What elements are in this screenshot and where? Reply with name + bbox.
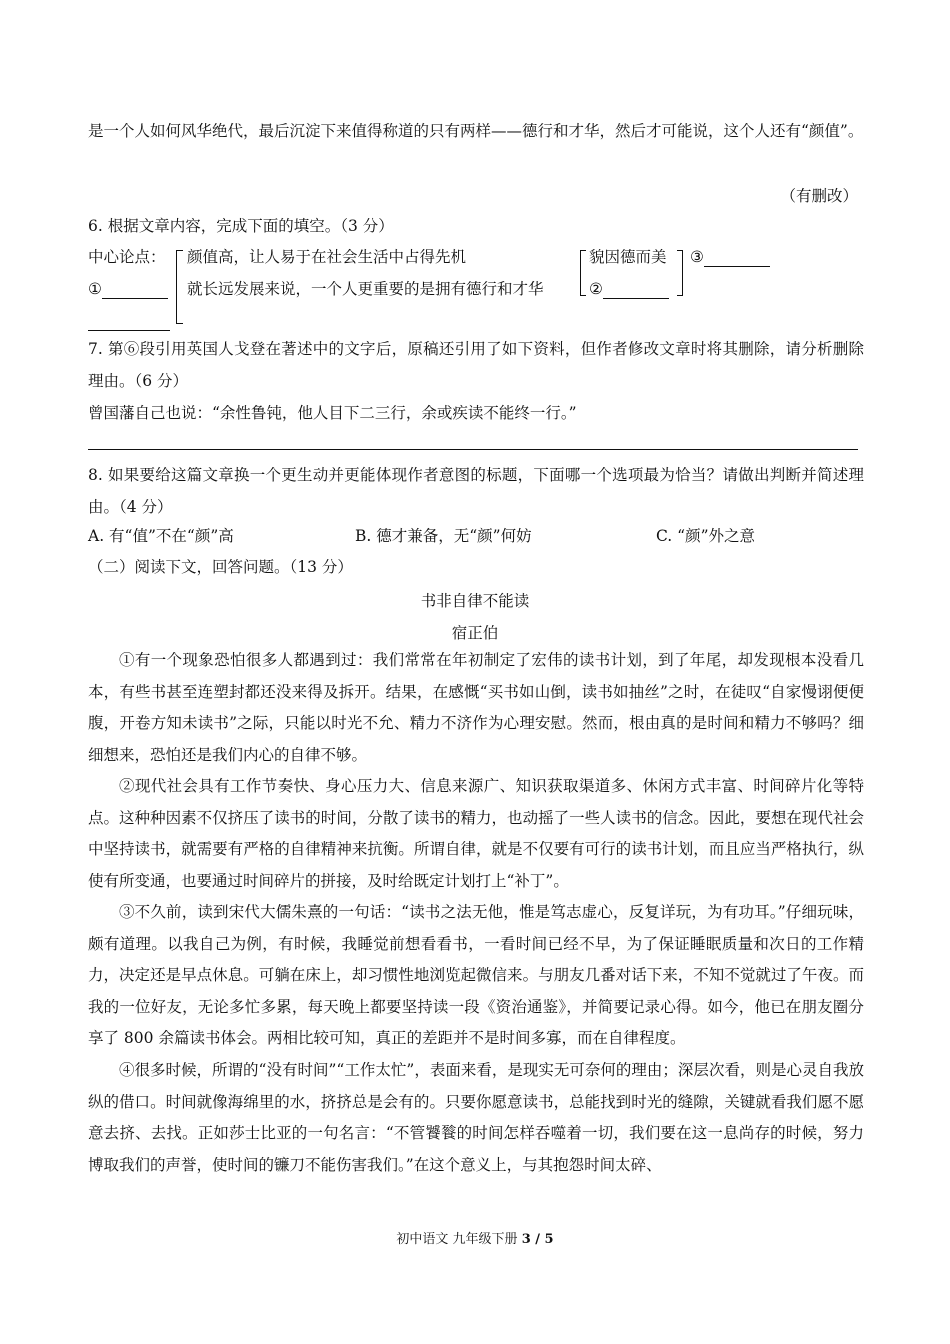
source-note: （有删改） (780, 187, 858, 205)
q6-sub1: 貌因德而美 (589, 248, 667, 266)
page-footer (0, 1228, 950, 1247)
q6-brace-right (677, 250, 683, 296)
intro-paragraph: 是一个人如何风华绝代，最后沉淀下来值得称道的只有两样——德行和才华，然后才可能说，这个人还有“颜值”。 (88, 122, 864, 140)
q6-center-label: 中心论点： (88, 248, 166, 266)
page-number: 3 / 5 (521, 1232, 554, 1247)
q7-answer-line[interactable] (88, 449, 858, 450)
article-title: 书非自律不能读 (420, 592, 530, 610)
article-paragraph-2: ②现代社会具有工作节奏快、身心压力大、信息来源广、知识获取渠道多、休闲方式丰富、时间碎片化等特点。这种种因素不仅挤压了读书的时间，分散了读书的精力，也动摇了一些人读书的信念。因此，要想在现代社会中坚持读书，就需要有严格的自律精神来抗衡。所谓自律，就是不仅要有可行的读书计划，而且应当严格执行，纵使有所变通，也要通过时间碎片的拼接，及时给既定计划打上“补丁”。 (88, 777, 864, 890)
article-author: 宿正伯 (451, 624, 499, 642)
q6-blank2[interactable] (589, 279, 669, 299)
article-paragraph-4: ④很多时候，所谓的“没有时间”“工作太忙”，表面来看，是现实无可奈何的理由；深层次看，则是心灵自我放纵的借口。时间就像海绵里的水，挤挤总是会有的。只要你愿意读书，总能找到时光的缝隙，关键就看我们愿不愿意去挤、去找。正如莎士比亚的一句名言：“不管饕餮的时间怎样吞噬着一切，我们要在这一息尚存的时候，努力博取我们的声誉，使时间的镰刀不能伤害我们。”在这个意义上，与其抱怨时间太碎、 (88, 1061, 864, 1174)
q7-prompt: 7. 第⑥段引用英国人戈登在著述中的文字后，原稿还引用了如下资料，但作者修改文章时将其删除，请分析删除理由。（6 分） (88, 340, 864, 390)
q6-prompt: 6. 根据文章内容，完成下面的填空。（3 分） (88, 217, 394, 235)
article-paragraph-1: ①有一个现象恐怕很多人都遇到过：我们常常在年初制定了宏伟的读书计划，到了年尾，却发现根本没看几本，有些书甚至连塑封都还没来得及拆开。结果，在感慨“买书如山倒，读书如抽丝”之时，在徒叹“自家慢诩便便腹，开卷方知未读书”之际，只能以时光不允、精力不济作为心理安慰。然而，根由真的是时间和精力不够吗？细细想来，恐怕还是我们内心的自律不够。 (88, 651, 864, 764)
q6-blank3-marker: ③ (690, 248, 704, 266)
q6-blank1-marker: ① (88, 280, 102, 298)
q6-brace-left (176, 250, 183, 324)
q8-prompt: 8. 如果要给这篇文章换一个更生动并更能体现作者意图的标题，下面哪一个选项最为恰当？请做出判断并简述理由。（4 分） (88, 466, 864, 516)
q6-blank2-line[interactable] (603, 282, 669, 299)
q6-blank1-line2[interactable] (88, 314, 170, 331)
q6-blank1-line[interactable] (102, 282, 168, 299)
q7-quote: 曾国藩自己也说：“余性鲁钝，他人目下二三行，余或疾读不能终一行。” (88, 404, 577, 422)
section2-heading: （二）阅读下文，回答问题。（13 分） (88, 558, 353, 576)
q6-blank3-line[interactable] (704, 250, 770, 267)
q6-branch2: 就长远发展来说，一个人更重要的是拥有德行和才华 (187, 280, 544, 298)
q6-blank3[interactable] (690, 247, 770, 267)
q6-blank1-continuation[interactable] (88, 311, 170, 331)
q8-option-c[interactable]: C. “颜”外之意 (656, 527, 756, 545)
q6-blank1[interactable] (88, 279, 168, 299)
q6-branch1: 颜值高，让人易于在社会生活中占得先机 (187, 248, 467, 266)
q6-blank2-marker: ② (589, 280, 603, 298)
article-paragraph-3: ③不久前，读到宋代大儒朱熹的一句话：“读书之法无他，惟是笃志虚心，反复详玩，为有功耳。”仔细玩味，颇有道理。以我自己为例，有时候，我睡觉前想看看书，一看时间已经不早，为了保证睡眠质量和次日的工作精力，决定还是早点休息。可躺在床上，却习惯性地浏览起微信来。与朋友几番对话下来，不知不觉就过了午夜。而我的一位好友，无论多忙多累，每天晚上都要坚持读一段《资治通鉴》，并简要记录心得。如今，他已在朋友圈分享了 800 余篇读书体会。两相比较可知，真正的差距并不是时间多寡，而在自律程度。 (88, 903, 864, 1048)
q6-brace-middle (580, 250, 586, 296)
footer-label: 初中语文 九年级下册 (396, 1232, 518, 1247)
q8-option-a[interactable]: A. 有“值”不在“颜”高 (88, 527, 234, 545)
q8-option-b[interactable]: B. 德才兼备，无“颜”何妨 (355, 527, 532, 545)
